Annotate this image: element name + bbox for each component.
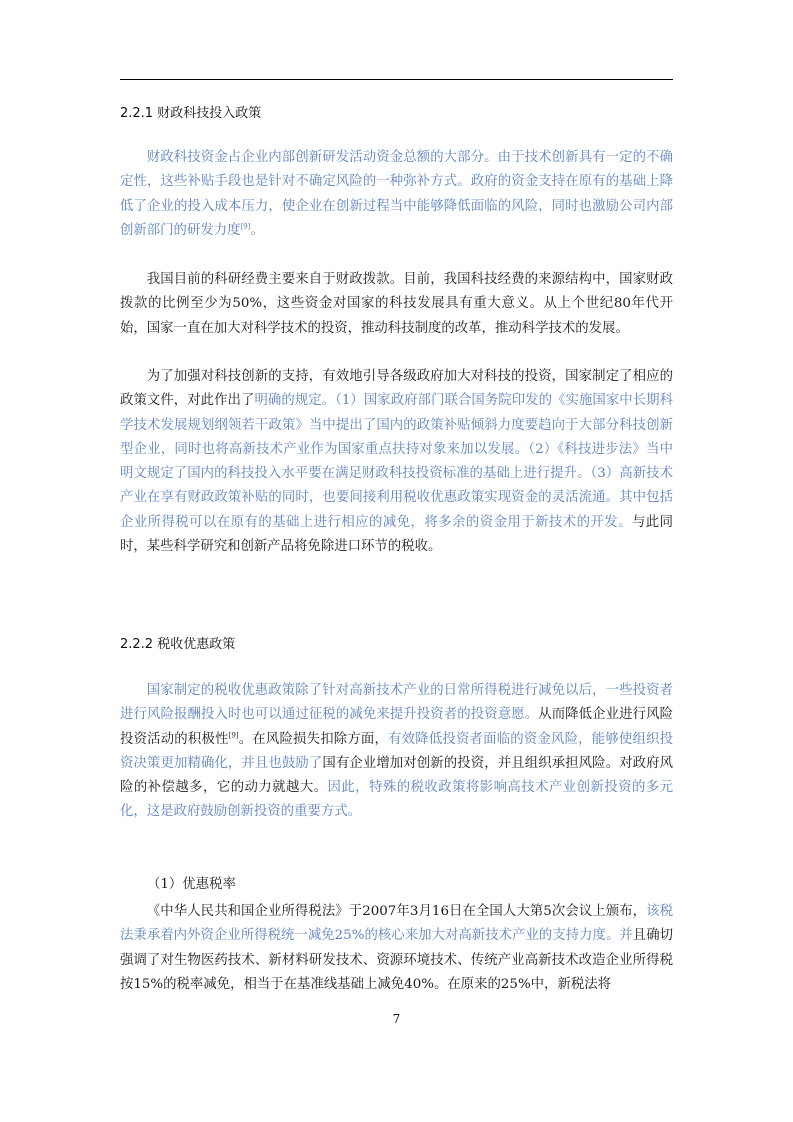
paragraph-text: 为了加强对科技创新的支持，有效地引导各级政府加大对科技的投资，国家制定了相应的政策文件，对此作出了	[120, 369, 673, 409]
paragraph-text: 我国目前的科研经费主要来自于财政拨款。目前，我国科技经费的来源结构中，国家财政拨款的比例至少为50%，这些资金对国家的科技发展具有重大意义。从上个世纪80年代开始，国家一直在加大对科学技术的投资，推动科技制度的改革，推动科学技术的发展。	[120, 272, 673, 336]
subheading-preferential-tax-rate: （1）优惠税率	[147, 877, 236, 892]
paragraph-text: 有效降低投资者面临的资金风险，能够使组织投资决策更加精确化，并且也鼓励了	[120, 731, 674, 771]
paragraph-text: 。在风险损失扣除方面，	[238, 731, 389, 747]
paragraph-text: 明确的规定。（1）国家政府部门联合国务院印发的《实施国家中长期科学技术发展规划纲领若干政策》当中提出了国内的政策补贴倾斜力度要趋向于大部分科技创新型企业，同时也将高新技术产业作为国家重点扶持对象来加以发展。（2）《科技进步法》当中明文规定了国内的科技投入水平要在满足财政科技投资标准的基础上进行提升。（3）高新技术产业在享有财政政策补贴的同时，也要间接利用税收优惠政策实现资金的灵活流通。其中包括企业所得税可以在原有的基础上进行相应的减免，将多余的资金用于新技术的开发。	[120, 393, 673, 530]
paragraph-text: 且确切强调了对生物医药技术、新材料研发技术、资源环境技术、传统产业高新技术改造企业所得税按15%的税率减免，相当于在基准线基础上减免40%。在原来的25%中，新税法将	[120, 928, 674, 992]
paragraph-text: 因此，特殊的税收政策将影响高技术产业创新投资的多元化，这是政府鼓励创新投资的重要方式。	[120, 780, 674, 820]
section-heading-2-2-1: 2.2.1 财政科技投入政策	[120, 106, 262, 121]
paragraph-tax-incentives	[120, 679, 673, 825]
paragraph-text: 财政科技资金占企业内部创新研发活动资金总额的大部分。由于技术创新具有一定的不确定性，这些补贴手段也是针对不确定风险的一种弥补方式。政府的资金支持在原有的基础上降低了企业的投入成本压力，使企业在创新过程当中能够降低面临的风险，同时也激励公司内部创新部门的研发力度	[120, 150, 673, 238]
paragraph-research-funding	[120, 268, 673, 341]
paragraph-text: 与此同时，某些科学研究和创新产品将免除进口环节的税收。	[120, 514, 674, 555]
paragraph-policy-documents	[120, 365, 673, 559]
paragraph-fiscal-funding	[120, 146, 673, 243]
paragraph-text: 从而降低企业进行风险投资活动的积极性	[120, 707, 674, 747]
page-number: 7	[392, 1012, 401, 1026]
paragraph-text: 。	[250, 222, 264, 238]
paragraph-text: 《中华人民共和国企业所得税法》于2007年3月16日在全国人大第5次会议上颁布，	[146, 904, 647, 919]
paragraph-text: 该税法秉承着内外资企业所得税统一减免25%的核心来加大对高新技术产业的支持力度。并	[120, 904, 674, 944]
citation-ref: [9]	[240, 222, 251, 231]
citation-ref: [9]	[228, 731, 239, 740]
section-heading-2-2-2: 2.2.2 税收优惠政策	[120, 637, 236, 652]
header-rule	[120, 79, 673, 80]
paragraph-enterprise-income-tax-law	[120, 900, 673, 997]
paragraph-text: 国有企业增加对创新的投资，并且组织承担风险。对政府风险的补偿越多，它的动力就越大。	[120, 755, 674, 796]
paragraph-text: 国家制定的税收优惠政策除了针对高新技术产业的日常所得税进行减免以后，一些投资者进行风险报酬投入时也可以通过征税的减免来提升投资者的投资意愿。	[120, 683, 673, 723]
